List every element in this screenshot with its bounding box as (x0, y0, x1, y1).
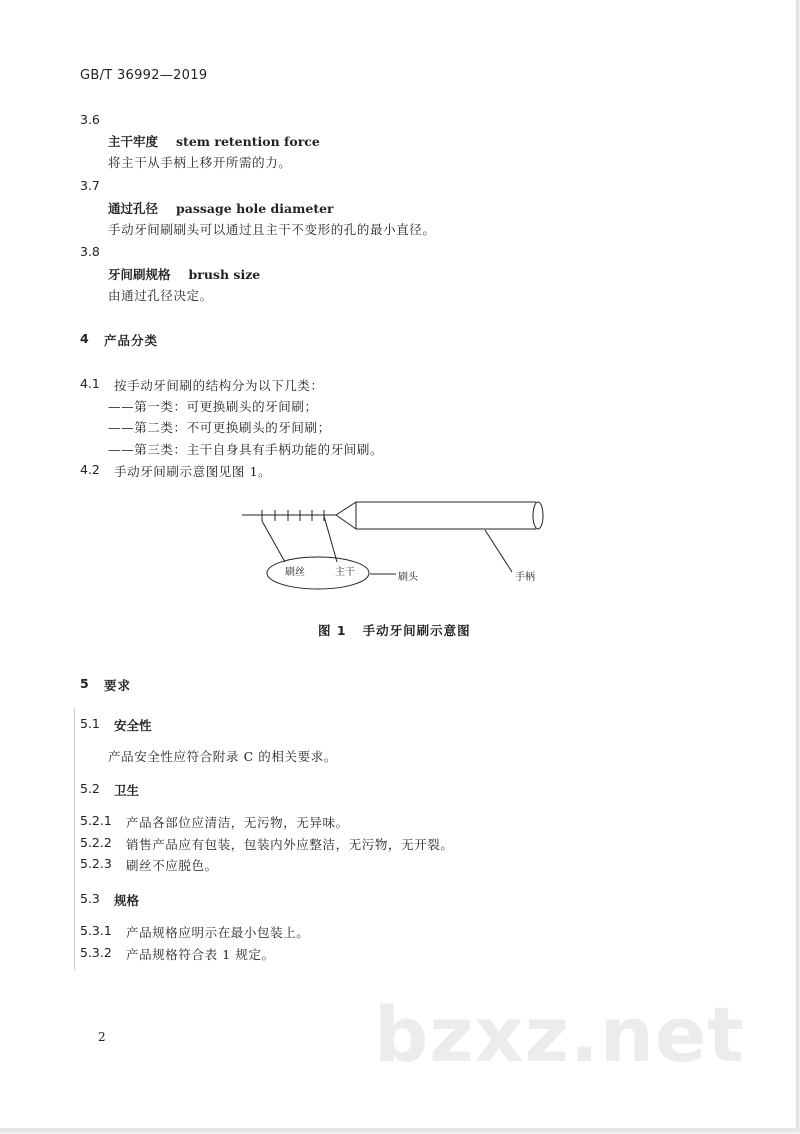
clause-title: 卫生 (114, 783, 140, 798)
watermark: bzxz.net (374, 990, 745, 1079)
clause-title: 规格 (114, 893, 140, 908)
term-definition: 由通过孔径决定。 (108, 288, 213, 303)
list-item: ——第二类：不可更换刷头的牙间刷； (108, 420, 331, 435)
revision-bar (74, 708, 75, 970)
clause-text: 产品各部位应清洁，无污物，无异味。 (126, 815, 349, 830)
term-definition: 手动牙间刷刷头可以通过且主干不变形的孔的最小直径。 (108, 222, 436, 237)
term-entry (108, 199, 334, 217)
leader-handle (485, 530, 512, 572)
leader-bristle (262, 521, 285, 562)
term-entry (108, 132, 320, 150)
clause-text: 产品规格符合表 1 规定。 (126, 947, 275, 962)
leader-stem (324, 516, 337, 562)
clause-text: 销售产品应有包装，包装内外应整洁，无污物，无开裂。 (126, 837, 454, 852)
clause-number: 5.3 (80, 891, 100, 906)
handle-end (533, 502, 543, 529)
clause-number: 3.7 (80, 178, 100, 193)
list-item: ——第三类：主干自身具有手柄功能的牙间刷。 (108, 442, 384, 457)
section-number: 4 (80, 331, 89, 346)
clause-text: 产品规格应明示在最小包装上。 (126, 925, 310, 940)
figure-title: 手动牙间刷示意图 (362, 623, 471, 638)
clause-number: 5.3.1 (80, 923, 112, 938)
label-stem: 主干 (335, 567, 355, 578)
clause-number: 5.3.2 (80, 945, 112, 960)
term-zh: 牙间刷规格 (108, 267, 171, 282)
clause-number: 5.2.1 (80, 813, 112, 828)
clause-text: 产品安全性应符合附录 C 的相关要求。 (108, 749, 337, 764)
term-zh: 通过孔径 (108, 201, 159, 216)
term-entry (108, 265, 260, 283)
clause-number: 3.8 (80, 244, 100, 259)
section-heading: 产品分类 (104, 333, 159, 348)
label-bristle: 刷丝 (285, 567, 305, 578)
figure-number: 图 1 (318, 623, 347, 638)
term-definition: 将主干从手柄上移开所需的力。 (108, 155, 292, 170)
clause-number: 5.2 (80, 781, 100, 796)
clause-text: 按手动牙间刷的结构分为以下几类： (114, 378, 324, 393)
list-item: ——第一类：可更换刷头的牙间刷； (108, 399, 318, 414)
clause-number: 5.2.2 (80, 835, 112, 850)
clause-number: 5.1 (80, 716, 100, 731)
clause-title: 安全性 (114, 718, 152, 733)
section-heading: 要求 (104, 678, 132, 693)
clause-number: 4.1 (80, 376, 100, 391)
term-en: brush size (188, 267, 261, 282)
term-zh: 主干牢度 (108, 134, 159, 149)
term-en: passage hole diameter (176, 201, 334, 216)
interdental-brush-diagram (240, 494, 560, 604)
label-handle: 手柄 (515, 572, 535, 583)
clause-text: 刷丝不应脱色。 (126, 858, 218, 873)
clause-number: 3.6 (80, 112, 100, 127)
page-number: 2 (98, 1030, 106, 1044)
clause-number: 5.2.3 (80, 856, 112, 871)
label-brush-head: 刷头 (398, 572, 418, 583)
term-en: stem retention force (176, 134, 320, 149)
figure-caption (318, 621, 471, 639)
clause-text: 手动牙间刷示意图见图 1。 (114, 464, 272, 479)
handle-cone (336, 502, 356, 529)
standard-id-header: GB/T 36992—2019 (80, 68, 208, 83)
clause-number: 4.2 (80, 462, 100, 477)
section-number: 5 (80, 676, 89, 691)
